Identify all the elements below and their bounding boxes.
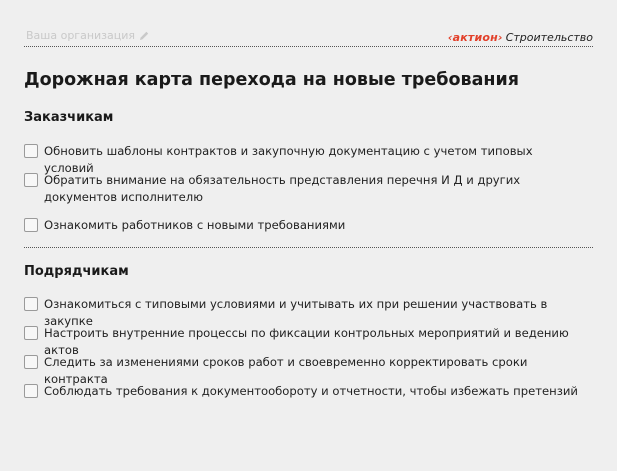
checklist-item-label: Ознакомиться с типовыми условиями и учитывать их при решении участвовать в закупке xyxy=(44,297,548,328)
section-title-contractors: Подрядчикам xyxy=(24,264,129,279)
checklist-item-label: Обратить внимание на обязательность представления перечня И Д и других документов исполнителю xyxy=(44,173,521,204)
checklist-item-label: Соблюдать требования к документообороту и отчетности, чтобы избежать претензий xyxy=(44,384,578,398)
page-title: Дорожная карта перехода на новые требования xyxy=(24,70,519,90)
checkbox[interactable] xyxy=(24,384,38,398)
top-bar xyxy=(24,0,593,48)
organization-placeholder[interactable]: Ваша организация xyxy=(26,29,136,42)
checklist-item[interactable] xyxy=(24,172,584,206)
checklist-item-label: Ознакомить работников с новыми требованиями xyxy=(44,218,346,232)
checklist-item[interactable] xyxy=(24,383,584,400)
checklist-item-label: Настроить внутренние процессы по фиксации контрольных мероприятий и ведению актов xyxy=(44,326,569,357)
checkbox[interactable] xyxy=(24,355,38,369)
brand-logo xyxy=(448,31,593,44)
section-divider xyxy=(24,247,593,248)
checkbox[interactable] xyxy=(24,297,38,311)
checkbox[interactable] xyxy=(24,218,38,232)
brand-subtitle: Строительство xyxy=(505,31,593,44)
organization-field[interactable] xyxy=(26,29,150,42)
checklist-item[interactable] xyxy=(24,217,584,234)
checkbox[interactable] xyxy=(24,144,38,158)
pencil-icon[interactable] xyxy=(138,30,150,42)
checkbox[interactable] xyxy=(24,173,38,187)
page xyxy=(24,0,593,398)
checkbox[interactable] xyxy=(24,326,38,340)
brand-mark: ‹актион› xyxy=(447,31,503,44)
checklist-item-label: Обновить шаблоны контрактов и закупочную документацию с учетом типовых условий xyxy=(44,144,533,175)
header-divider xyxy=(24,46,593,47)
checklist-item-label: Следить за изменениями сроков работ и своевременно корректировать сроки контракта xyxy=(44,355,528,386)
section-title-customers: Заказчикам xyxy=(24,110,114,125)
